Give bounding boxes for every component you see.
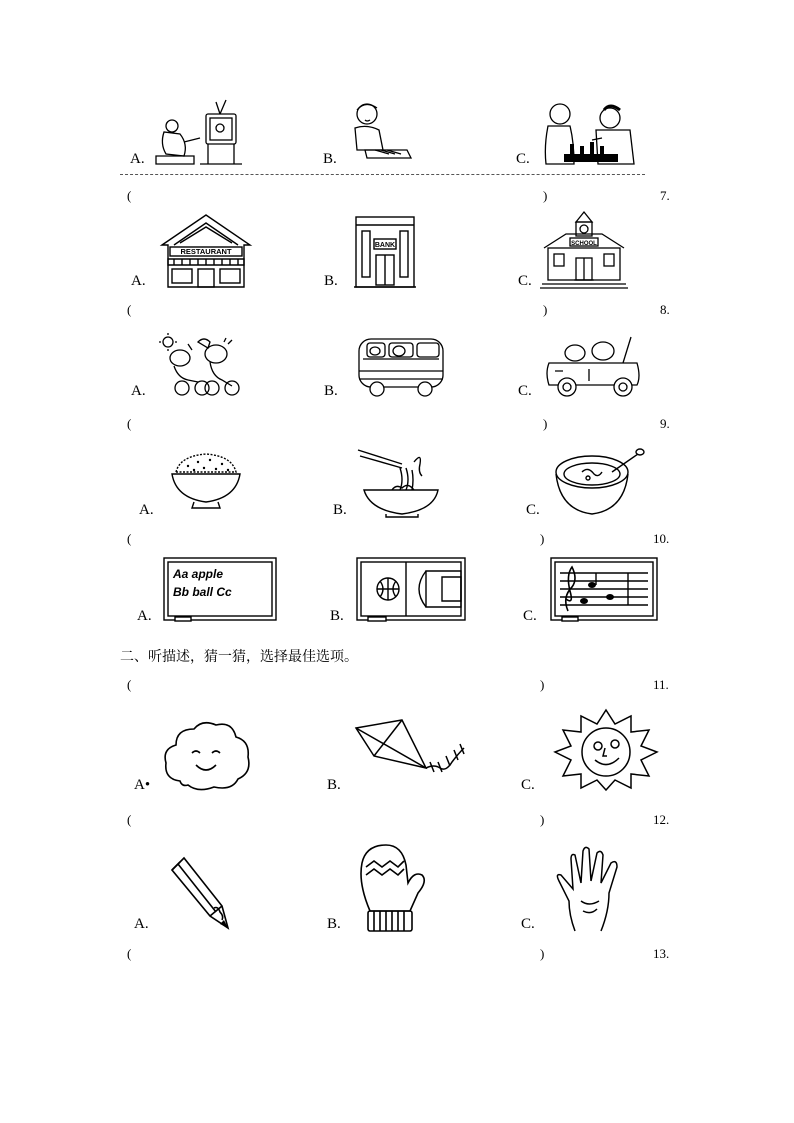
english-line-1: Aa apple xyxy=(173,567,224,581)
q12-open-paren: ( xyxy=(127,812,132,827)
watching-tv-picture[interactable] xyxy=(150,98,245,170)
section-divider xyxy=(120,174,645,175)
q8-option-a-label: A. xyxy=(131,383,146,399)
q7-number: 7. xyxy=(660,188,670,203)
q8-option-b-picture[interactable] xyxy=(355,335,447,399)
q10-option-b-picture[interactable] xyxy=(356,557,466,624)
watching-tv-icon xyxy=(150,98,245,170)
q11-option-c-label: C. xyxy=(521,777,535,793)
q12-option-b-label: B. xyxy=(327,916,341,932)
mitten-icon xyxy=(356,843,428,933)
q13-open-paren: ( xyxy=(127,946,132,961)
q7-option-b-label: B. xyxy=(324,273,338,289)
q10-option-b-label: B. xyxy=(330,608,344,624)
q9-option-c-label: C. xyxy=(526,502,540,518)
q9-option-a-label: A. xyxy=(139,502,154,518)
q9-open-paren: ( xyxy=(127,416,132,431)
men-playing-chess-picture[interactable] xyxy=(540,98,640,168)
q11-option-b-label: B. xyxy=(327,777,341,793)
q7-open-paren: ( xyxy=(127,188,132,203)
english-line-2: Bb ball Cc xyxy=(173,585,232,599)
q7-close-paren: ) xyxy=(543,188,548,203)
q9-option-c-picture[interactable] xyxy=(552,448,644,520)
q10-close-paren: ) xyxy=(540,531,545,546)
q10-option-c-label: C. xyxy=(523,608,537,624)
q8-open-paren: ( xyxy=(127,302,132,317)
school-sign: SCHOOL xyxy=(571,241,597,247)
q12-option-a-picture[interactable] xyxy=(170,856,232,930)
bank-icon xyxy=(352,215,418,289)
top-option-c-label: C. xyxy=(516,151,530,167)
q12-option-c-label: C. xyxy=(521,916,535,932)
q12-option-b-picture[interactable] xyxy=(356,843,428,933)
q10-open-paren: ( xyxy=(127,531,132,546)
q11-option-b-picture[interactable] xyxy=(354,718,466,782)
q7-option-a-picture[interactable] xyxy=(160,213,252,289)
q12-number: 12. xyxy=(653,812,670,827)
q10-number: 10. xyxy=(653,531,670,546)
q8-close-paren: ) xyxy=(543,302,548,317)
q7-option-a-label: A. xyxy=(131,273,146,289)
q7-option-c-picture[interactable] xyxy=(540,210,628,290)
pigs-on-bikes-icon xyxy=(158,332,240,398)
q11-option-a-picture[interactable] xyxy=(162,719,252,791)
boy-reading-icon xyxy=(345,98,413,170)
q8-option-c-label: C. xyxy=(518,383,532,399)
bank-sign: BANK xyxy=(374,242,396,249)
basketball-court-board-icon xyxy=(356,557,466,624)
q11-open-paren: ( xyxy=(127,677,132,692)
q9-option-a-picture[interactable] xyxy=(170,452,242,510)
noodles-icon xyxy=(356,446,446,518)
q9-option-b-label: B. xyxy=(333,502,347,518)
q8-option-a-picture[interactable] xyxy=(158,332,240,398)
q9-close-paren: ) xyxy=(543,416,548,431)
q7-option-c-label: C. xyxy=(518,273,532,289)
q10-option-c-picture[interactable] xyxy=(550,557,658,624)
restaurant-icon xyxy=(160,213,252,289)
section-2-heading: 二、听描述，猜一猜，选择最佳选项。 xyxy=(120,649,358,665)
soup-bowl-icon xyxy=(552,448,644,520)
q7-option-b-picture[interactable] xyxy=(352,215,418,289)
q11-option-c-picture[interactable] xyxy=(553,708,659,790)
q12-option-c-picture[interactable] xyxy=(555,845,633,933)
cloud-icon xyxy=(162,719,252,791)
q10-option-a-picture[interactable] xyxy=(163,557,277,624)
pigs-on-bus-icon xyxy=(355,335,447,399)
top-option-a-label: A. xyxy=(130,151,145,167)
restaurant-sign: RESTAURANT xyxy=(180,247,232,256)
rice-bowl-icon xyxy=(170,452,242,510)
sun-icon xyxy=(553,708,659,790)
q11-option-a-label: A• xyxy=(134,777,151,793)
q13-number: 13. xyxy=(653,946,670,961)
q9-option-b-picture[interactable] xyxy=(356,446,446,518)
school-icon xyxy=(540,210,628,290)
q8-option-c-picture[interactable] xyxy=(545,333,643,399)
q11-close-paren: ) xyxy=(540,677,545,692)
music-staff-board-icon xyxy=(550,557,658,624)
pencil-icon xyxy=(170,856,232,930)
q10-option-a-label: A. xyxy=(137,608,152,624)
boy-reading-picture[interactable] xyxy=(345,98,413,170)
chess-players-icon xyxy=(540,98,640,168)
q11-number: 11. xyxy=(653,677,669,692)
english-blackboard-icon xyxy=(163,557,277,624)
q8-number: 8. xyxy=(660,302,670,317)
hand-icon xyxy=(555,845,633,933)
kite-icon xyxy=(354,718,466,782)
q8-option-b-label: B. xyxy=(324,383,338,399)
q9-number: 9. xyxy=(660,416,670,431)
q12-close-paren: ) xyxy=(540,812,545,827)
pigs-in-car-icon xyxy=(545,333,643,399)
top-option-b-label: B. xyxy=(323,151,337,167)
q13-close-paren: ) xyxy=(540,946,545,961)
q12-option-a-label: A. xyxy=(134,916,149,932)
